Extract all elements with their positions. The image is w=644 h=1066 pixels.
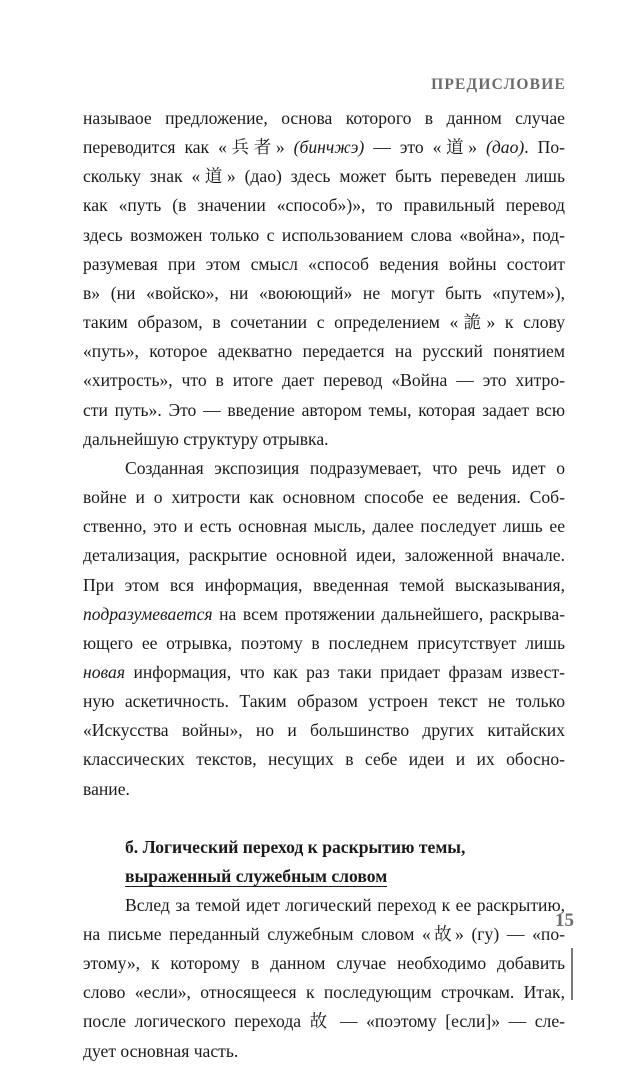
- text-line: классических текстов, несущих в себе идеи и их обосно-: [83, 749, 565, 770]
- text-line: слово «если», относящееся к последующим строчкам. Итак,: [83, 982, 565, 1003]
- text-line: после логического перехода 故 — «поэтому [если]» — сле-: [83, 1011, 565, 1032]
- text-line: как «путь (в значении «способ»)», то правильный перевод: [83, 195, 565, 216]
- text-line: таким образом, в сочетании с определением «詭» к слову: [83, 312, 565, 333]
- text-line: дальнейшую структуру отрывка.: [83, 428, 329, 449]
- paragraph-2: [83, 454, 565, 804]
- text-line: ющего ее отрывка, поэтому в последнем присутствует лишь: [83, 632, 565, 653]
- text-line: При этом вся информация, введенная темой высказывания,: [83, 574, 565, 595]
- main-text: [83, 104, 565, 1066]
- text-line: дует основная часть.: [83, 1040, 239, 1061]
- text-line: называое предложение, основа которого в данном случае: [83, 108, 565, 128]
- paragraph-3: [83, 891, 565, 1066]
- page-edge-mark: [571, 948, 573, 1000]
- text-line: переводится как «兵者» (бинчжэ) — это «道» (дао). По-: [83, 137, 565, 158]
- text-line: «хитрость», что в итоге дает перевод «Война — это хитро-: [83, 370, 565, 391]
- text-line: подразумевается на всем протяжении дальнейшего, раскрыва-: [83, 603, 565, 624]
- text-line: «путь», которое адекватно передается на русский понятием: [83, 341, 565, 362]
- text-line: скольку знак «道» (дао) здесь может быть переведен лишь: [83, 166, 565, 187]
- text-line: ную аскетичность. Таким образом устроен текст не только: [83, 691, 565, 712]
- text-line: «Искусства войны», но и большинство других китайских: [83, 720, 565, 741]
- page-number: 15: [555, 910, 574, 931]
- text-line: Созданная экспозиция подразумевает, что речь идет о: [125, 457, 565, 478]
- text-line: сти путь». Это — введение автором темы, которая задает всю: [83, 399, 565, 420]
- text-line: детализация, раскрытие основной идеи, заложенной вначале.: [83, 545, 565, 566]
- text-line: новая информация, что как раз таки придает фразам извест-: [83, 661, 565, 682]
- paragraph-1: [83, 104, 565, 454]
- heading-line-1: б. Логический переход к раскрытию темы,: [125, 836, 466, 857]
- text-line: на письме переданный служебным словом «故» (гу) — «по-: [83, 923, 565, 944]
- text-line: в» (ни «войско», ни «воюющий» не могут быть «путем»),: [83, 282, 565, 303]
- text-line: вание.: [83, 778, 130, 799]
- text-line: Вслед за темой идет логический переход к ее раскрытию,: [125, 894, 565, 915]
- text-line: здесь возможен только с использованием слова «война», под-: [83, 224, 565, 245]
- heading-line-2: выраженный служебным словом: [125, 865, 388, 886]
- text-line: этому», к которому в данном случае необходимо добавить: [83, 953, 565, 974]
- section-heading: [83, 833, 565, 891]
- text-line: войне и о хитрости как основном способе ее ведения. Соб-: [83, 487, 565, 508]
- running-head: ПРЕДИСЛОВИЕ: [431, 76, 566, 93]
- text-line: ственно, это и есть основная мысль, далее последует лишь ее: [83, 516, 565, 537]
- text-line: разумевая при этом смысл «способ ведения войны состоит: [83, 253, 565, 274]
